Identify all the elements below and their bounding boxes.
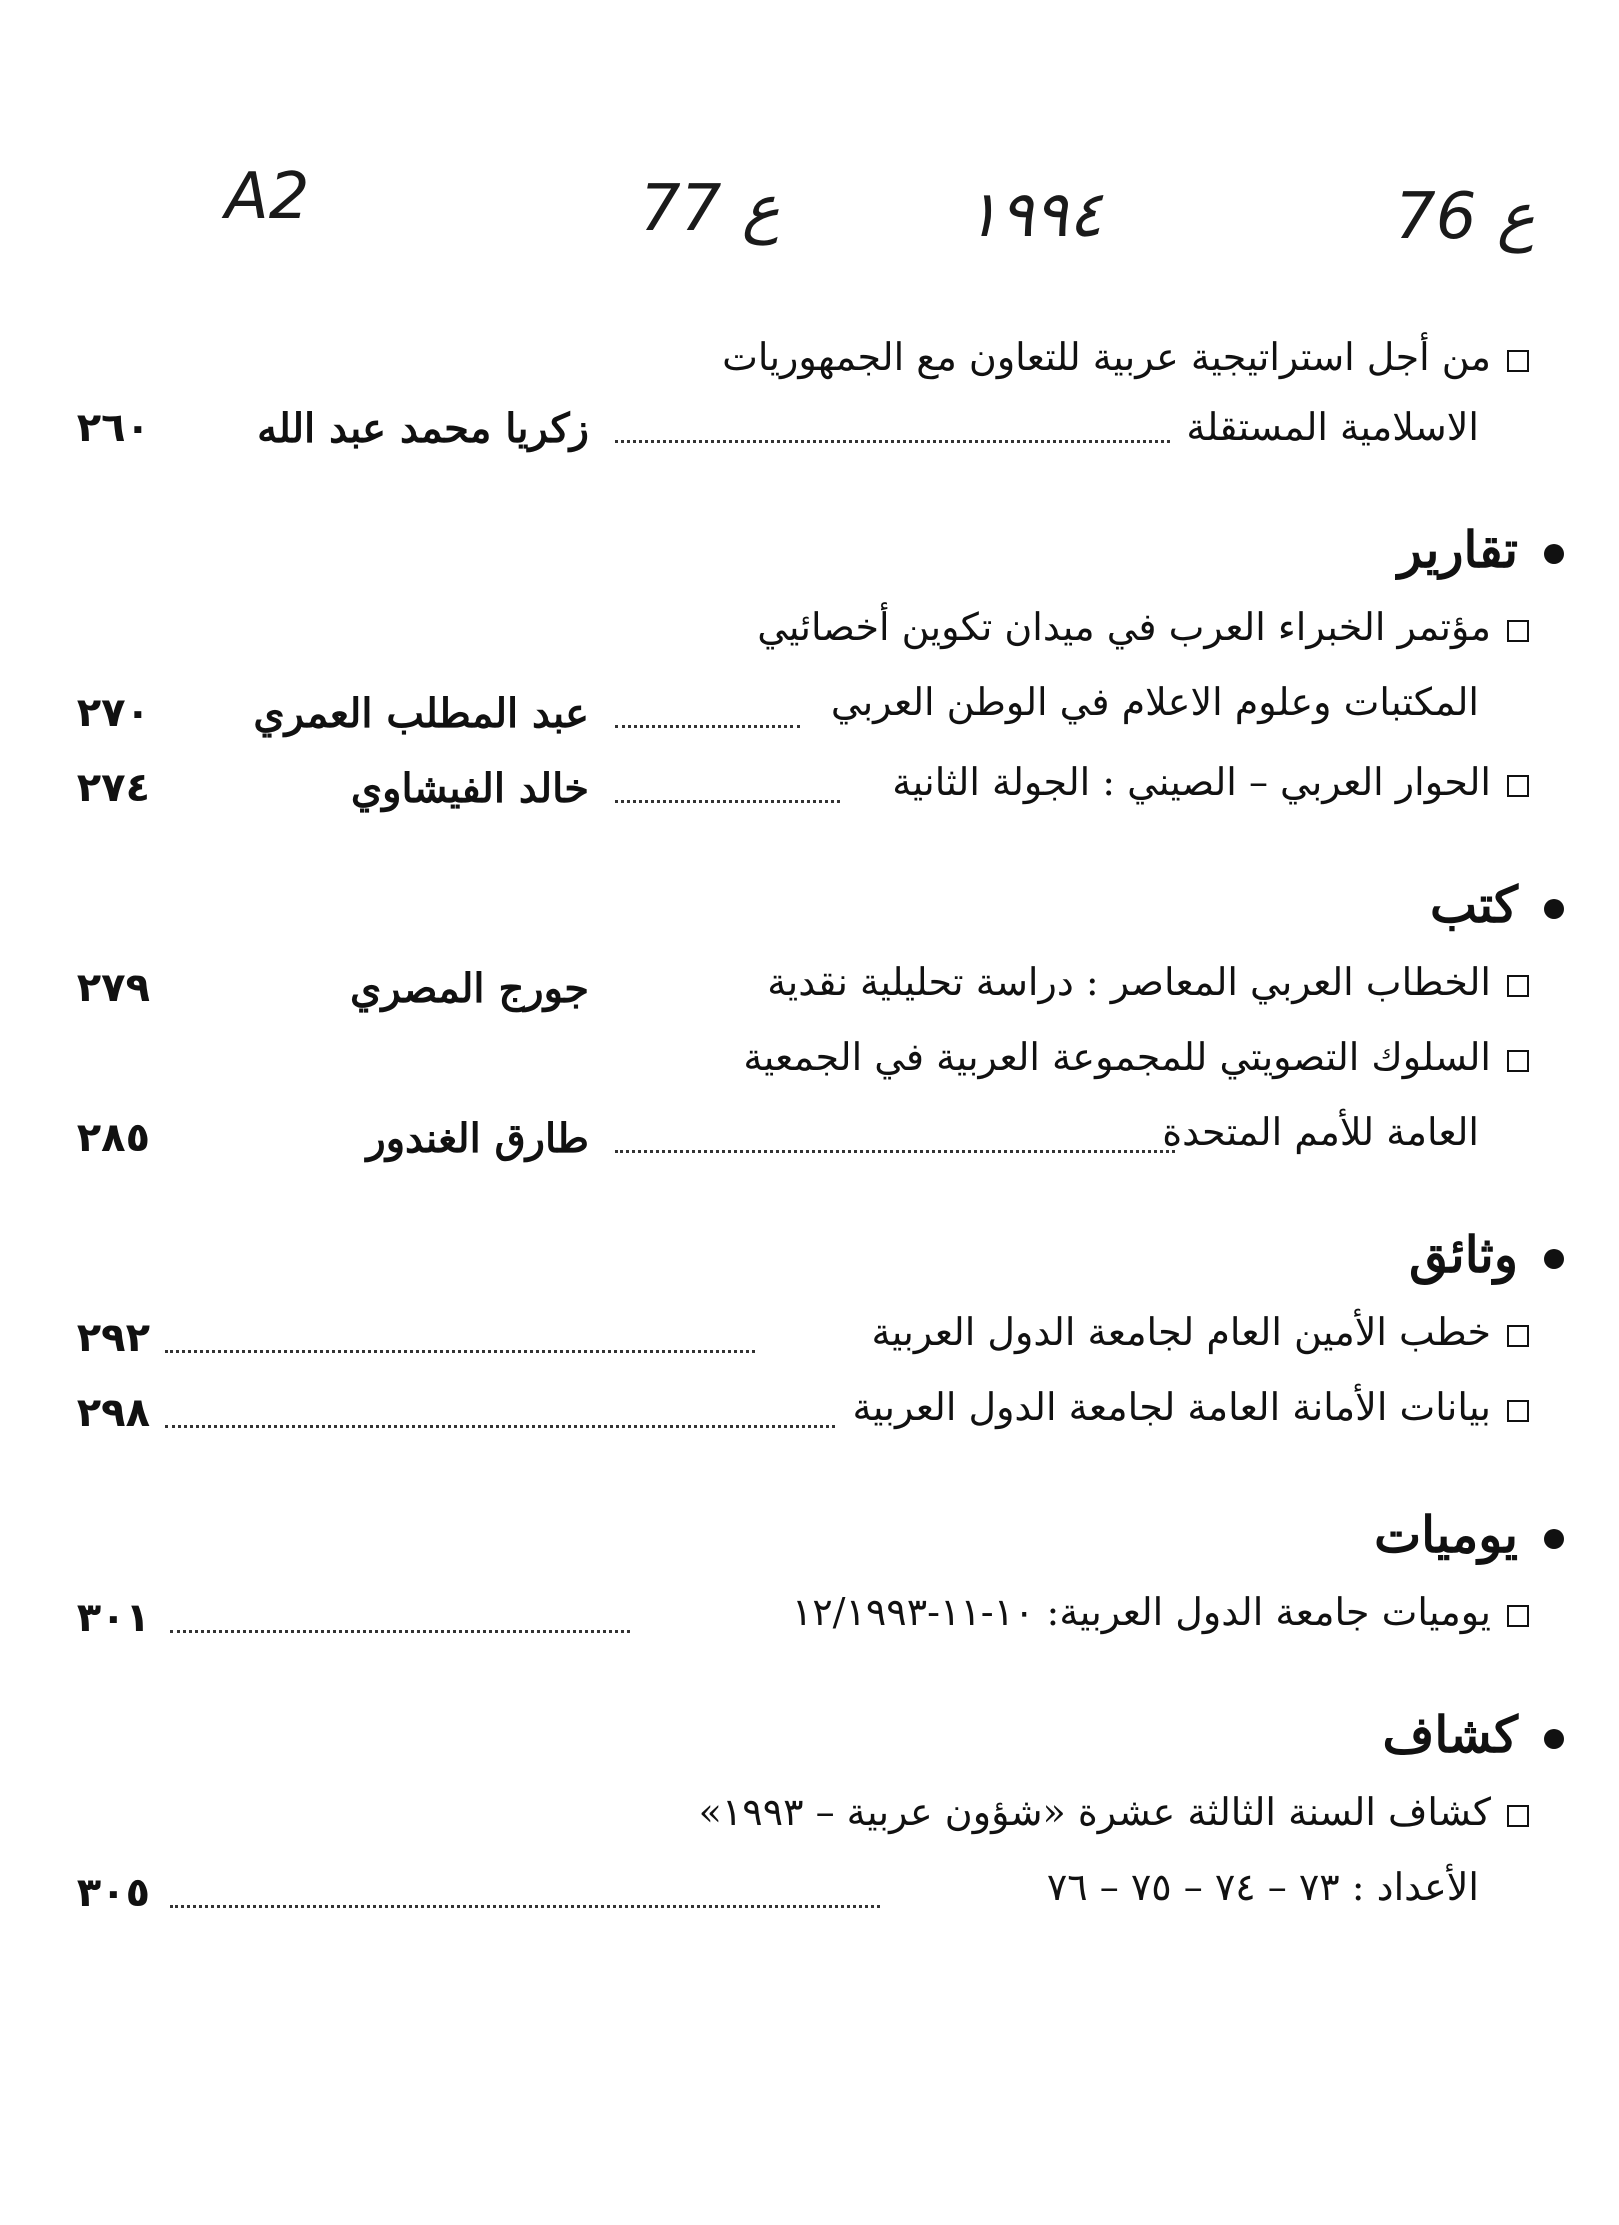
checkbox-icon <box>1507 620 1529 642</box>
handwritten-code: ع 76 <box>1395 180 1535 254</box>
toc-entry-line: مؤتمر الخبراء العرب في ميدان تكوين أخصائيي <box>757 605 1529 649</box>
page-number: ٢٧٤ <box>76 765 150 811</box>
dot-leader <box>170 1905 880 1908</box>
page-number: ٣٠٥ <box>76 1870 150 1916</box>
checkbox-icon <box>1507 1605 1529 1627</box>
handwritten-issue: 77 ع <box>640 172 780 246</box>
bullet-icon <box>1544 1249 1564 1269</box>
dot-leader <box>615 725 800 728</box>
section-heading-documents: وثائق <box>1409 1225 1564 1284</box>
bullet-icon <box>1544 899 1564 919</box>
page-number: ٢٩٨ <box>76 1390 150 1436</box>
toc-entry-line: الخطاب العربي المعاصر : دراسة تحليلية نقدية <box>767 960 1529 1004</box>
toc-entry-line: من أجل استراتيجية عربية للتعاون مع الجمهوريات <box>722 335 1529 379</box>
checkbox-icon <box>1507 1325 1529 1347</box>
section-heading-books: كتب <box>1430 875 1564 934</box>
checkbox-icon <box>1507 1050 1529 1072</box>
checkbox-icon <box>1507 775 1529 797</box>
bullet-icon <box>1544 1529 1564 1549</box>
checkbox-icon <box>1507 1805 1529 1827</box>
page-number: ٢٧٩ <box>76 965 150 1011</box>
toc-entry-line: العامة للأمم المتحدة <box>1162 1110 1479 1154</box>
page-number: ٢٨٥ <box>76 1115 150 1161</box>
toc-entry-line: بيانات الأمانة العامة لجامعة الدول العربية <box>853 1385 1529 1429</box>
author-name: عبد المطلب العمري <box>253 690 589 737</box>
bullet-icon <box>1544 544 1564 564</box>
dot-leader <box>170 1630 630 1633</box>
page-number: ٢٩٢ <box>76 1315 150 1361</box>
toc-entry-line: الأعداد : ٧٣ – ٧٤ – ٧٥ – ٧٦ <box>1046 1865 1479 1909</box>
toc-entry-line: السلوك التصويتي للمجموعة العربية في الجمعية <box>743 1035 1529 1079</box>
toc-entry-line: الاسلامية المستقلة <box>1186 405 1479 449</box>
section-heading-reports: تقارير <box>1398 520 1564 579</box>
toc-entry-line: يوميات جامعة الدول العربية: ١٠-١١-١٢/١٩٩٣ <box>792 1590 1529 1634</box>
dot-leader <box>615 440 1170 443</box>
toc-entry-line: الحوار العربي – الصيني : الجولة الثانية <box>892 760 1529 804</box>
dot-leader <box>615 1150 1175 1153</box>
toc-entry-line: المكتبات وعلوم الاعلام في الوطن العربي <box>830 680 1479 724</box>
toc-entry-line: خطب الأمين العام لجامعة الدول العربية <box>871 1310 1529 1354</box>
dot-leader <box>615 800 840 803</box>
checkbox-icon <box>1507 1400 1529 1422</box>
dot-leader <box>165 1425 835 1428</box>
section-heading-diary: يوميات <box>1374 1505 1564 1564</box>
checkbox-icon <box>1507 350 1529 372</box>
page-number: ٢٧٠ <box>76 690 150 736</box>
page-number: ٣٠١ <box>76 1595 150 1641</box>
author-name: زكريا محمد عبد الله <box>257 405 589 452</box>
handwritten-note: A2 <box>225 160 310 234</box>
handwritten-year: ١٩٩٤ <box>965 178 1103 252</box>
checkbox-icon <box>1507 975 1529 997</box>
section-heading-index: كشاف <box>1383 1705 1564 1764</box>
author-name: خالد الفيشاوي <box>350 765 589 812</box>
toc-entry-line: كشاف السنة الثالثة عشرة «شؤون عربية – ١٩٩٣» <box>699 1790 1529 1834</box>
bullet-icon <box>1544 1729 1564 1749</box>
page-number: ٢٦٠ <box>76 405 150 451</box>
dot-leader <box>165 1350 755 1353</box>
author-name: طارق الغندور <box>366 1115 589 1162</box>
author-name: جورج المصري <box>350 965 589 1012</box>
